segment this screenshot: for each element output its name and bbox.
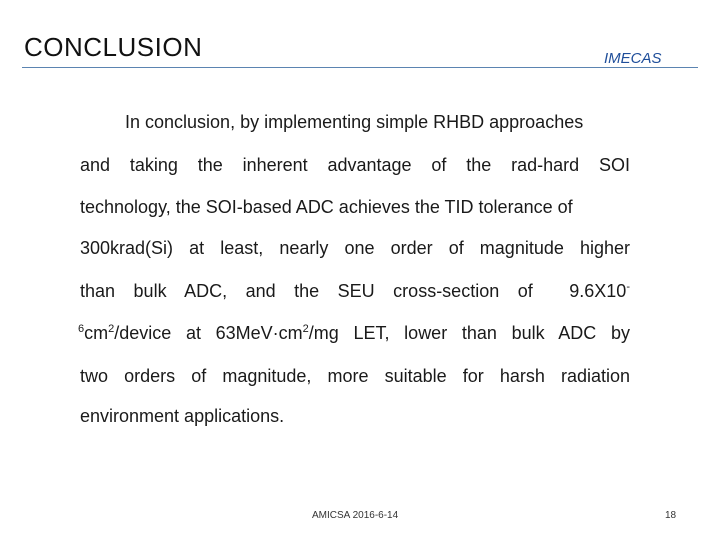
page-number: 18 xyxy=(665,510,677,521)
brand-label: IMECAS xyxy=(604,50,662,67)
footer-text: AMICSA 2016-6-14 xyxy=(312,510,399,521)
body-line-7: two orders of magnitude, more suitable for harsh radiation xyxy=(80,366,630,386)
body-line-6-text xyxy=(78,323,630,343)
slide-title: CONCLUSION xyxy=(24,32,203,62)
unit-square: 2 xyxy=(108,323,115,335)
body-line-4: 300krad(Si) at least, nearly one order of magnitude higher xyxy=(80,238,630,258)
body-line-8: environment applications. xyxy=(80,406,285,426)
unit-per-device: /device at 63MeV·cm xyxy=(114,323,303,343)
exponent-digit: 6 xyxy=(78,323,85,335)
body-line-2: and taking the inherent advantage of the rad-hard SOI xyxy=(80,155,630,175)
seu-value xyxy=(569,281,630,301)
exponent-sign: - xyxy=(626,281,630,293)
body-line-1: In conclusion, by implementing simple RHBD approaches xyxy=(125,112,584,132)
body-line-6-end: /mg LET, lower than bulk ADC by xyxy=(308,323,630,343)
seu-mantissa: 9.6X10 xyxy=(569,281,627,301)
unit-cm: cm xyxy=(84,323,109,343)
body-line-5 xyxy=(80,280,630,302)
body-line-3: technology, the SOI-based ADC achieves the TID tolerance of xyxy=(80,197,573,217)
body-line-5-text: than bulk ADC, and the SEU cross-section of xyxy=(80,281,533,301)
body-line-6 xyxy=(78,322,630,344)
title-divider xyxy=(22,67,698,68)
unit-square-2: 2 xyxy=(302,323,309,335)
